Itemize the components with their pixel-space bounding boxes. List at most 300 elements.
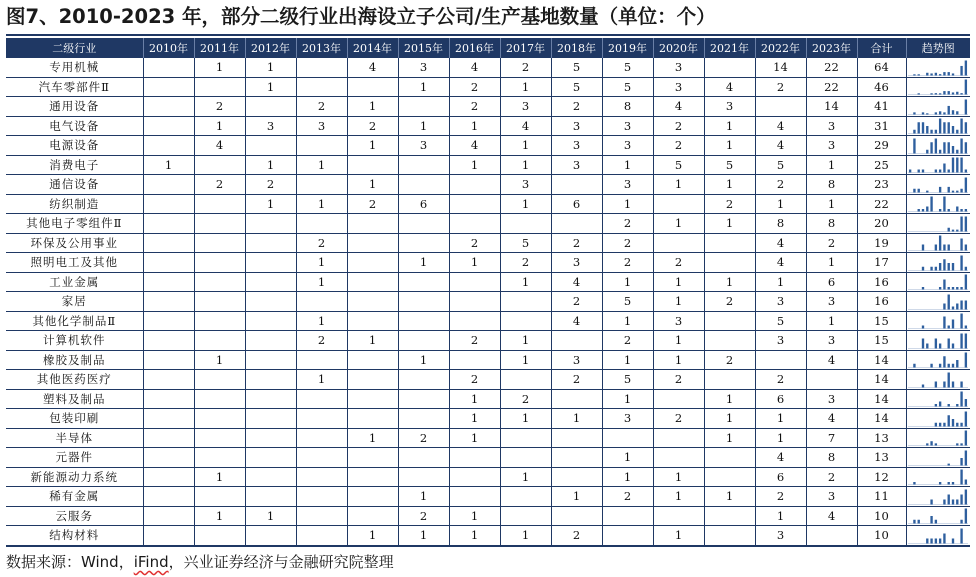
sparkline-bar <box>922 209 924 212</box>
year-value-cell: 2 <box>755 370 806 390</box>
sparkline-bar <box>961 470 963 485</box>
trend-sparkline-cell <box>906 175 970 195</box>
year-value-cell <box>449 194 500 214</box>
year-value-cell: 1 <box>194 58 245 78</box>
industry-name: 新能源动力系统 <box>6 467 143 487</box>
column-header: 2017年 <box>500 38 551 58</box>
trend-sparkline-cell <box>906 77 970 97</box>
year-value-cell: 3 <box>806 389 857 409</box>
column-header: 趋势图 <box>906 38 970 58</box>
trend-sparkline <box>908 60 968 76</box>
year-value-cell <box>398 175 449 195</box>
year-value-cell: 5 <box>551 58 602 78</box>
sparkline-bar <box>922 170 924 173</box>
sparkline-bar <box>931 538 933 543</box>
industry-name: 电气设备 <box>6 116 143 136</box>
sparkline-bar <box>922 245 924 251</box>
year-value-cell <box>194 253 245 273</box>
year-value-cell: 2 <box>347 116 398 136</box>
year-value-cell: 2 <box>449 370 500 390</box>
year-value-cell <box>500 370 551 390</box>
total-cell: 13 <box>857 448 906 468</box>
year-value-cell <box>653 428 704 448</box>
trend-sparkline <box>908 489 968 505</box>
year-value-cell <box>551 331 602 351</box>
year-value-cell <box>347 467 398 487</box>
trend-sparkline-cell <box>906 116 970 136</box>
sparkline-bar <box>965 431 967 446</box>
year-value-cell: 6 <box>398 194 449 214</box>
year-value-cell: 2 <box>398 506 449 526</box>
year-value-cell: 1 <box>602 194 653 214</box>
year-value-cell: 2 <box>449 331 500 351</box>
table-row <box>6 253 970 273</box>
sparkline-bar <box>909 170 911 173</box>
year-value-cell <box>245 233 296 253</box>
year-value-cell: 6 <box>755 467 806 487</box>
year-value-cell <box>143 194 194 214</box>
total-cell: 10 <box>857 506 906 526</box>
year-value-cell <box>143 448 194 468</box>
sparkline-bar <box>952 110 954 114</box>
year-value-cell: 1 <box>704 214 755 234</box>
column-header: 2012年 <box>245 38 296 58</box>
sparkline-bar <box>935 538 937 543</box>
trend-sparkline <box>908 391 968 407</box>
year-value-cell <box>143 487 194 507</box>
trend-sparkline <box>908 430 968 446</box>
sparkline-bar <box>956 190 958 192</box>
sparkline-bar <box>939 111 941 114</box>
sparkline-bar <box>965 142 967 153</box>
year-value-cell: 1 <box>449 116 500 136</box>
year-value-cell <box>398 272 449 292</box>
year-value-cell <box>143 467 194 487</box>
trend-sparkline-cell <box>906 214 970 234</box>
sparkline-bar <box>948 228 950 232</box>
year-value-cell <box>194 331 245 351</box>
year-value-cell: 2 <box>704 194 755 214</box>
year-value-cell <box>194 389 245 409</box>
total-cell: 12 <box>857 467 906 487</box>
table-row <box>6 233 970 253</box>
year-value-cell: 1 <box>194 116 245 136</box>
column-header: 2021年 <box>704 38 755 58</box>
trend-sparkline <box>908 177 968 193</box>
sparkline-bar <box>961 93 963 94</box>
year-value-cell <box>296 77 347 97</box>
sparkline-bar <box>948 326 950 329</box>
sparkline-bar <box>931 267 933 271</box>
year-value-cell: 4 <box>806 350 857 370</box>
sparkline-bar <box>944 423 946 427</box>
year-value-cell: 3 <box>551 155 602 175</box>
year-value-cell <box>398 97 449 117</box>
year-value-cell: 2 <box>551 292 602 312</box>
trend-sparkline <box>908 508 968 524</box>
sparkline-bar <box>939 263 941 271</box>
sparkline-bar <box>931 197 933 212</box>
sparkline-bar <box>948 294 950 309</box>
trend-sparkline <box>908 99 968 115</box>
sparkline-bar <box>918 74 920 75</box>
year-value-cell <box>143 292 194 312</box>
sparkline-bar <box>952 538 954 543</box>
total-cell: 16 <box>857 292 906 312</box>
sparkline-bar <box>935 520 937 524</box>
sparkline-bar <box>956 287 958 290</box>
year-value-cell <box>245 214 296 234</box>
trend-sparkline-cell <box>906 233 970 253</box>
trend-sparkline <box>908 528 968 544</box>
industry-name: 工业金属 <box>6 272 143 292</box>
year-value-cell: 2 <box>449 233 500 253</box>
column-header: 2023年 <box>806 38 857 58</box>
year-value-cell: 5 <box>602 370 653 390</box>
total-cell: 20 <box>857 214 906 234</box>
year-value-cell <box>143 272 194 292</box>
year-value-cell: 2 <box>296 97 347 117</box>
year-value-cell <box>398 370 449 390</box>
year-value-cell <box>398 389 449 409</box>
year-value-cell <box>398 331 449 351</box>
table-row <box>6 272 970 292</box>
sparkline-bar <box>948 91 950 94</box>
trend-sparkline <box>908 255 968 271</box>
sparkline-bar <box>956 130 958 134</box>
sparkline-bar <box>961 158 963 173</box>
year-value-cell <box>194 214 245 234</box>
sparkline-bar <box>922 384 924 387</box>
sparkline-bar <box>961 444 963 446</box>
sparkline-bar <box>965 170 967 173</box>
year-value-cell: 1 <box>245 58 296 78</box>
year-value-cell: 2 <box>602 233 653 253</box>
year-value-cell: 1 <box>296 155 347 175</box>
year-value-cell: 1 <box>653 467 704 487</box>
sparkline-bar <box>956 150 958 154</box>
year-value-cell <box>296 389 347 409</box>
sparkline-bar <box>931 516 933 524</box>
industry-name: 电源设备 <box>6 136 143 156</box>
year-value-cell: 4 <box>755 136 806 156</box>
sparkline-bar <box>922 326 924 329</box>
year-value-cell: 1 <box>602 272 653 292</box>
year-value-cell: 5 <box>551 77 602 97</box>
year-value-cell <box>449 350 500 370</box>
year-value-cell: 1 <box>500 194 551 214</box>
table-row <box>6 97 970 117</box>
year-value-cell: 8 <box>806 175 857 195</box>
industry-name: 通用设备 <box>6 97 143 117</box>
sparkline-bar <box>952 73 954 75</box>
sparkline-bar <box>935 444 937 446</box>
sparkline-bar <box>948 494 950 504</box>
year-value-cell: 1 <box>653 292 704 312</box>
sparkline-bar <box>961 314 963 329</box>
sparkline-bar <box>926 190 928 192</box>
sparkline-bar <box>956 92 958 95</box>
year-value-cell: 1 <box>602 155 653 175</box>
year-value-cell: 1 <box>194 506 245 526</box>
table-row <box>6 428 970 448</box>
trend-sparkline-cell <box>906 350 970 370</box>
year-value-cell <box>704 526 755 546</box>
year-value-cell: 2 <box>449 97 500 117</box>
total-cell: 64 <box>857 58 906 78</box>
table-row <box>6 331 970 351</box>
year-value-cell <box>143 350 194 370</box>
year-value-cell: 3 <box>755 331 806 351</box>
year-value-cell: 3 <box>398 58 449 78</box>
sparkline-bar <box>948 142 950 153</box>
sparkline-bar <box>952 158 954 173</box>
year-value-cell: 6 <box>755 389 806 409</box>
year-value-cell: 2 <box>194 97 245 117</box>
industry-name: 稀有金属 <box>6 487 143 507</box>
sparkline-bar <box>939 343 941 348</box>
sparkline-bar <box>948 245 950 251</box>
year-value-cell: 3 <box>806 292 857 312</box>
year-value-cell <box>194 194 245 214</box>
sparkline-bar <box>939 170 941 173</box>
sparkline-bar <box>965 99 967 114</box>
total-cell: 15 <box>857 331 906 351</box>
sparkline-bar <box>961 300 963 309</box>
table-row <box>6 116 970 136</box>
sparkline-bar <box>952 419 954 427</box>
year-value-cell <box>143 58 194 78</box>
sparkline-bar <box>965 333 967 348</box>
year-value-cell: 1 <box>704 136 755 156</box>
sparkline-bar <box>952 93 954 95</box>
year-value-cell: 1 <box>449 506 500 526</box>
year-value-cell: 2 <box>755 77 806 97</box>
year-value-cell: 1 <box>602 389 653 409</box>
year-value-cell <box>245 331 296 351</box>
year-value-cell <box>143 428 194 448</box>
year-value-cell <box>143 370 194 390</box>
sparkline-bar <box>918 209 920 212</box>
source-suffix: ，兴业证券经济与金融研究院整理 <box>168 553 394 571</box>
sparkline-bar <box>939 287 941 290</box>
year-value-cell <box>551 506 602 526</box>
year-value-cell <box>551 448 602 468</box>
sparkline-bar <box>918 123 920 134</box>
year-value-cell: 2 <box>755 487 806 507</box>
sparkline-bar <box>952 381 954 387</box>
industry-name: 塑料及制品 <box>6 389 143 409</box>
sparkline-bar <box>939 482 941 485</box>
year-value-cell <box>296 214 347 234</box>
year-value-cell: 2 <box>602 214 653 234</box>
year-value-cell <box>449 292 500 312</box>
sparkline-bar <box>965 509 967 524</box>
year-value-cell <box>143 175 194 195</box>
year-value-cell: 1 <box>194 350 245 370</box>
total-cell: 22 <box>857 194 906 214</box>
sparkline-bar <box>944 381 946 387</box>
year-value-cell: 1 <box>602 448 653 468</box>
year-value-cell <box>398 409 449 429</box>
industry-table <box>6 38 970 547</box>
year-value-cell: 1 <box>500 467 551 487</box>
year-value-cell: 1 <box>653 487 704 507</box>
page-title: 图7、2010-2023 年，部分二级行业出海设立子公司/生产基地数量（单位：个） <box>6 5 716 28</box>
year-value-cell: 2 <box>653 409 704 429</box>
table-row <box>6 292 970 312</box>
sparkline-bar <box>948 372 950 387</box>
sparkline-bar <box>961 381 963 387</box>
year-value-cell <box>296 428 347 448</box>
year-value-cell: 2 <box>296 233 347 253</box>
sparkline-bar <box>961 392 963 407</box>
trend-sparkline <box>908 372 968 388</box>
source-note <box>6 551 394 572</box>
year-value-cell <box>398 311 449 331</box>
column-header: 二级行业 <box>6 38 143 58</box>
year-value-cell: 2 <box>551 526 602 546</box>
sparkline-bar <box>922 287 924 290</box>
year-value-cell: 1 <box>500 136 551 156</box>
year-value-cell <box>398 292 449 312</box>
sparkline-bar <box>961 494 963 504</box>
year-value-cell <box>398 155 449 175</box>
table-row <box>6 409 970 429</box>
sparkline-bar <box>961 239 963 251</box>
year-value-cell: 1 <box>602 350 653 370</box>
year-value-cell <box>704 467 755 487</box>
year-value-cell: 1 <box>500 155 551 175</box>
year-value-cell <box>194 428 245 448</box>
sparkline-bar <box>948 170 950 173</box>
year-value-cell <box>551 214 602 234</box>
sparkline-bar <box>956 423 958 427</box>
sparkline-bar <box>956 303 958 309</box>
year-value-cell <box>500 311 551 331</box>
sparkline-bar <box>918 520 920 524</box>
sparkline-bar <box>952 126 954 134</box>
year-value-cell <box>653 194 704 214</box>
year-value-cell: 2 <box>704 292 755 312</box>
sparkline-bar <box>948 364 950 368</box>
year-value-cell: 1 <box>704 116 755 136</box>
sparkline-bar <box>965 489 967 504</box>
total-cell: 46 <box>857 77 906 97</box>
trend-sparkline-cell <box>906 97 970 117</box>
sparkline-bar <box>931 142 933 153</box>
year-value-cell: 1 <box>653 331 704 351</box>
total-cell: 23 <box>857 175 906 195</box>
sparkline-bar <box>939 236 941 251</box>
table-row <box>6 370 970 390</box>
year-value-cell: 2 <box>296 331 347 351</box>
year-value-cell <box>653 389 704 409</box>
sparkline-bar <box>914 112 916 114</box>
year-value-cell: 2 <box>653 136 704 156</box>
year-value-cell: 1 <box>653 214 704 234</box>
year-value-cell <box>704 448 755 468</box>
sparkline-bar <box>944 72 946 75</box>
year-value-cell: 5 <box>602 77 653 97</box>
sparkline-bar <box>922 338 924 348</box>
year-value-cell: 5 <box>653 155 704 175</box>
sparkline-bar <box>961 138 963 153</box>
year-value-cell: 22 <box>806 58 857 78</box>
year-value-cell: 1 <box>704 272 755 292</box>
trend-sparkline-cell <box>906 58 970 78</box>
year-value-cell: 2 <box>602 487 653 507</box>
year-value-cell <box>245 409 296 429</box>
year-value-cell: 5 <box>500 233 551 253</box>
total-cell: 31 <box>857 116 906 136</box>
sparkline-bar <box>926 207 928 212</box>
sparkline-bar <box>961 189 963 193</box>
total-cell: 14 <box>857 409 906 429</box>
year-value-cell <box>245 253 296 273</box>
sparkline-bar <box>956 158 958 173</box>
industry-name: 橡胶及制品 <box>6 350 143 370</box>
year-value-cell <box>398 214 449 234</box>
table-row <box>6 175 970 195</box>
sparkline-bar <box>935 267 937 271</box>
year-value-cell: 1 <box>806 155 857 175</box>
industry-name: 专用机械 <box>6 58 143 78</box>
sparkline-bar <box>914 482 916 485</box>
sparkline-bar <box>944 303 946 309</box>
year-value-cell <box>704 311 755 331</box>
year-value-cell: 1 <box>449 526 500 546</box>
year-value-cell: 1 <box>449 253 500 273</box>
year-value-cell <box>245 487 296 507</box>
sparkline-bar <box>948 482 950 485</box>
trend-sparkline <box>908 352 968 368</box>
year-value-cell <box>143 526 194 546</box>
year-value-cell: 3 <box>755 526 806 546</box>
year-value-cell <box>143 77 194 97</box>
year-value-cell: 1 <box>347 175 398 195</box>
year-value-cell: 2 <box>653 370 704 390</box>
sparkline-bar <box>944 197 946 212</box>
trend-sparkline-cell <box>906 467 970 487</box>
year-value-cell <box>347 272 398 292</box>
year-value-cell: 14 <box>755 58 806 78</box>
year-value-cell <box>551 175 602 195</box>
sparkline-bar <box>965 60 967 75</box>
table-row <box>6 487 970 507</box>
trend-sparkline-cell <box>906 136 970 156</box>
year-value-cell: 1 <box>398 77 449 97</box>
year-value-cell: 1 <box>755 272 806 292</box>
trend-sparkline <box>908 450 968 466</box>
year-value-cell: 1 <box>296 253 347 273</box>
year-value-cell <box>347 389 398 409</box>
year-value-cell: 1 <box>653 175 704 195</box>
industry-name: 其他医药医疗 <box>6 370 143 390</box>
year-value-cell: 5 <box>755 311 806 331</box>
total-cell: 19 <box>857 233 906 253</box>
trend-sparkline-cell <box>906 448 970 468</box>
year-value-cell <box>602 506 653 526</box>
year-value-cell: 4 <box>500 116 551 136</box>
sparkline-bar <box>956 404 958 407</box>
year-value-cell <box>245 272 296 292</box>
trend-sparkline <box>908 235 968 251</box>
year-value-cell <box>296 409 347 429</box>
year-value-cell: 5 <box>602 58 653 78</box>
trend-sparkline <box>908 138 968 154</box>
year-value-cell: 1 <box>551 409 602 429</box>
